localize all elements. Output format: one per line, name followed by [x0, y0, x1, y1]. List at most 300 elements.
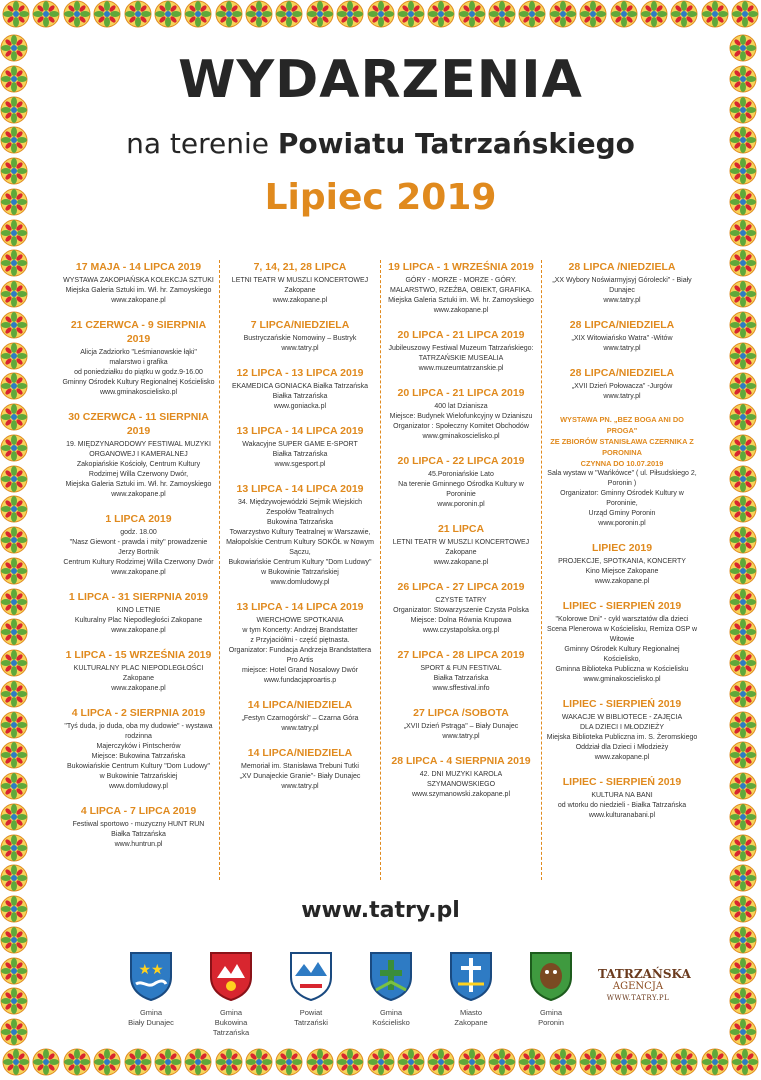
event-date: 28 LIPCA/NIEDZIELA [569, 367, 675, 379]
folk-rosette-icon [93, 1048, 121, 1080]
folk-rosette-icon [701, 0, 729, 32]
folk-rosette-icon [670, 1048, 698, 1080]
event-detail: Sala wystaw w "Wańkówce" ( ul. Piłsudskiego 2, Poronin ) [547, 470, 697, 487]
event-heading: ZE ZBIORÓW STANISŁAWA CZERNIKA Z PORONINA [550, 437, 694, 457]
folk-rosette-icon [729, 372, 761, 400]
event-link[interactable]: www.kulturanabani.pl [588, 812, 656, 819]
folk-rosette-icon [63, 1048, 91, 1080]
event-entry [385, 328, 537, 374]
event-detail: Miejska Galeria Sztuki im. Wł. hr. Zamoyskiego [388, 297, 534, 304]
folk-rosette-icon [729, 219, 761, 247]
events-column [541, 260, 702, 880]
folk-rosette-icon [670, 0, 698, 32]
folk-rosette-icon [610, 0, 638, 32]
folk-rosette-icon [729, 126, 761, 154]
event-detail: Białka Tatrzańska [111, 831, 166, 838]
logo-caption-line1: Gmina [139, 1008, 163, 1017]
folk-rosette-icon [0, 65, 32, 93]
event-detail: miejsce: Hotel Grand Nosalowy Dwór [242, 667, 358, 674]
decorative-border-left [0, 32, 32, 1048]
event-detail: Miejsce: Budynek Wielofunkcyjny w Dzianiszu [389, 413, 533, 420]
svg-text:★★: ★★ [138, 962, 164, 978]
logo-caption-line2: Bukowina Tatrzańska [212, 1018, 250, 1037]
event-date: 13 LIPCA - 14 LIPCA 2019 [236, 601, 364, 613]
folk-rosette-icon [518, 0, 546, 32]
logo-caption-line1: Miasto [459, 1008, 483, 1017]
folk-rosette-icon [731, 0, 759, 32]
event-entry [224, 698, 376, 734]
folk-rosette-icon [0, 126, 32, 154]
municipality-logo [278, 950, 344, 1040]
logo-caption-line1: Gmina [379, 1008, 403, 1017]
folk-rosette-icon [124, 1048, 152, 1080]
event-link[interactable]: www.sgesport.pl [274, 461, 326, 468]
folk-rosette-icon [397, 0, 425, 32]
event-entry [62, 410, 215, 500]
folk-rosette-icon [729, 680, 761, 708]
event-date: 7 LIPCA/NIEDZIELA [250, 319, 350, 331]
folk-rosette-icon [0, 649, 32, 677]
event-detail: CZYSTE TATRY [435, 597, 487, 604]
folk-rosette-icon [729, 741, 761, 769]
logo-caption [118, 1008, 184, 1028]
event-date: 1 LIPCA - 31 SIERPNIA 2019 [68, 591, 209, 603]
folk-rosette-icon [731, 1048, 759, 1080]
folk-rosette-icon [458, 1048, 486, 1080]
event-date: LIPIEC - SIERPIEŃ 2019 [562, 776, 682, 788]
event-detail: od poniedziałku do piątku w godz.9-16.00 [74, 369, 203, 376]
event-date: 17 MAJA - 14 LIPCA 2019 [75, 261, 202, 273]
event-detail: Organizator: Fundacja Andrzeja Brandstattera Pro Artis [228, 647, 372, 664]
event-detail: Towarzystwo Kultury Teatralnej w Warszawie, [229, 529, 371, 536]
logo-caption-line2: Zakopane [454, 1018, 488, 1027]
event-detail: Bustryczańskie Nomowiny – Bustryk [243, 335, 357, 342]
event-date: 14 LIPCA/NIEDZIELA [247, 747, 353, 759]
folk-rosette-icon [729, 465, 761, 493]
event-entry [546, 366, 698, 402]
event-detail: SPORT & FUN FESTIVAL [420, 665, 502, 672]
folk-rosette-icon [729, 1018, 761, 1046]
events-column [219, 260, 380, 880]
event-detail: WIERCHOWE SPOTKANIA [256, 617, 344, 624]
municipality-logo [518, 950, 584, 1040]
logo-caption-line2: Kościelisko [372, 1018, 410, 1027]
event-detail: TATRZAŃSKIE MUSEALIA [418, 355, 504, 362]
agency-title: TATRZAŃSKA [598, 967, 691, 981]
event-entry [62, 318, 215, 398]
folk-rosette-icon [0, 772, 32, 800]
event-link[interactable]: www.czystapolska.org.pl [422, 627, 500, 634]
poster-title: WYDARZENIA [178, 50, 583, 110]
event-detail: godz. 18.00 [120, 529, 157, 536]
event-detail: 19. MIĘDZYNARODOWY FESTIWAL MUZYKI [66, 441, 211, 448]
event-detail: Centrum Kultury Rodzimej Willa Czerwony Dwór [63, 559, 214, 566]
event-link[interactable]: www.tatry.pl [603, 297, 641, 304]
folk-rosette-icon [729, 434, 761, 462]
event-date: 20 LIPCA - 22 LIPCA 2019 [397, 455, 525, 467]
event-link[interactable]: www.fundacjaproartis.p [263, 677, 337, 684]
event-heading: CZYNNA DO 10.07.2019 [580, 459, 664, 468]
biały-dunajec-crest-icon [118, 950, 184, 1002]
folk-rosette-icon [729, 618, 761, 646]
folk-rosette-icon [729, 711, 761, 739]
event-date: 27 LIPCA - 28 LIPCA 2019 [397, 649, 525, 661]
event-entry [546, 775, 698, 821]
event-detail: Miejska Galeria Sztuki im. Wł. hr. Zamoyskiego [65, 481, 212, 488]
event-date: 12 LIPCA - 13 LIPCA 2019 [236, 367, 364, 379]
folk-rosette-icon [0, 557, 32, 585]
event-link[interactable]: www.zakopane.pl [433, 559, 489, 566]
event-detail: od wtorku do niedzieli - Białka Tatrzańska [557, 802, 687, 809]
event-entry [224, 424, 376, 470]
decorative-border-bottom [0, 1048, 761, 1080]
folk-rosette-icon [0, 465, 32, 493]
event-date: 20 LIPCA - 21 LIPCA 2019 [397, 329, 525, 341]
event-detail: MALARSTWO, RZEŹBA, OBIEKT, GRAFIKA. [390, 287, 532, 294]
event-detail: Wakacyjne SUPER GAME E-SPORT [242, 441, 358, 448]
event-detail: 400 lat Dzianisza [434, 403, 488, 410]
folk-rosette-icon [0, 588, 32, 616]
event-detail: Scena Plenerowa w Kościelisku, Remiza OSP w Witowie [546, 626, 698, 643]
folk-rosette-icon [275, 1048, 303, 1080]
events-column [58, 260, 219, 880]
event-entry [62, 648, 215, 694]
event-detail: Jubileuszowy Festiwal Muzeum Tatrzańskiego: [388, 345, 534, 352]
event-link[interactable]: www.zakopane.pl [433, 307, 489, 314]
event-detail: GÓRY - MORZE - MORZE - GÓRY. [405, 277, 517, 284]
folk-rosette-icon [63, 0, 91, 32]
event-link[interactable]: www.poronin.pl [437, 501, 485, 508]
event-detail: Na terenie Gminnego Ośrodka Kultury w Poroninie [398, 481, 524, 498]
event-entry [224, 746, 376, 792]
koscielisko-crest-icon [358, 950, 424, 1002]
event-link[interactable]: www.poronin.pl [598, 520, 646, 527]
event-entry [546, 541, 698, 587]
folk-rosette-icon [0, 987, 32, 1015]
agency-url: WWW.TATRY.PL [606, 994, 670, 1002]
folk-rosette-icon [2, 1048, 30, 1080]
event-date: 28 LIPCA /NIEDZIELA [568, 261, 676, 273]
event-link[interactable]: www.zakopane.pl [111, 491, 166, 498]
event-detail: „XV Dunajeckie Granie"- Biały Dunajec [239, 773, 361, 780]
event-detail: LETNI TEATR W MUSZLI KONCERTOWEJ Zakopane [231, 277, 369, 294]
folk-rosette-icon [729, 834, 761, 862]
event-date: LIPIEC - SIERPIEŃ 2019 [562, 600, 682, 612]
folk-rosette-icon [729, 557, 761, 585]
event-entry [62, 590, 215, 636]
partner-logos [118, 950, 691, 1040]
folk-rosette-icon [729, 188, 761, 216]
event-link[interactable]: www.zakopane.pl [111, 297, 166, 304]
folk-rosette-icon [610, 1048, 638, 1080]
event-detail: KINO LETNIE [116, 607, 161, 614]
event-detail: Organizator: Gminny Ośrodek Kultury w Poroninie, [560, 490, 684, 507]
event-detail: Urząd Gminy Poronin [588, 510, 656, 517]
event-link[interactable]: www.sffestival.info [432, 685, 490, 692]
event-link[interactable]: www.zakopane.pl [111, 627, 166, 634]
folk-rosette-icon [729, 403, 761, 431]
event-detail: Białka Tatrzańska [272, 393, 328, 400]
folk-rosette-icon [729, 864, 761, 892]
folk-rosette-icon [729, 342, 761, 370]
event-date: 30 CZERWCA - 11 SIERPNIA 2019 [68, 411, 209, 437]
event-heading: WYSTAWA PN. „BEZ BOGA ANI DO PROGA" [560, 415, 684, 435]
event-link[interactable]: www.gminakoscielisko.pl [422, 433, 500, 440]
poster-month: Lipiec 2019 [264, 177, 497, 218]
agency-subtitle: AGENCJA [612, 981, 664, 992]
event-date: 1 LIPCA - 15 WRZEŚNIA 2019 [65, 649, 212, 661]
folk-rosette-icon [0, 34, 32, 62]
event-link[interactable]: www.tatry.pl [281, 725, 319, 732]
folk-rosette-icon [729, 280, 761, 308]
event-link[interactable]: www.muzeumtatrzanskie.pl [418, 365, 504, 372]
folk-rosette-icon [640, 0, 668, 32]
event-link[interactable]: www.huntrun.pl [114, 841, 163, 848]
event-detail: w tym Koncerty: Andrzej Brandstatter [242, 627, 358, 634]
event-detail: Festiwal sportowo - muzyczny HUNT RUN [72, 821, 205, 828]
events-column [380, 260, 541, 880]
folk-rosette-icon [0, 280, 32, 308]
event-detail: Alicja Zadziorko "Leśmianowskie łąki" [80, 349, 197, 356]
folk-rosette-icon [729, 926, 761, 954]
event-detail: Małopolskie Centrum Kultury SOKÓŁ w Nowym Sączu, [226, 539, 374, 556]
logo-caption-line2: Tatrzański [294, 1018, 328, 1027]
event-link[interactable]: www.tatry.pl [603, 345, 641, 352]
event-entry [385, 754, 537, 800]
folk-rosette-icon [367, 0, 395, 32]
event-link[interactable]: www.zakopane.pl [594, 754, 650, 761]
event-detail: KULTURALNY PLAC NIEPODLEGŁOŚCI Zakopane [73, 665, 204, 682]
poronin-crest-icon [518, 950, 584, 1002]
folk-rosette-icon [458, 0, 486, 32]
folk-rosette-icon [0, 311, 32, 339]
folk-rosette-icon [729, 526, 761, 554]
folk-rosette-icon [0, 403, 32, 431]
event-detail: Bukowiańskie Centrum Kultury "Dom Ludowy" [228, 559, 372, 566]
folk-rosette-icon [32, 1048, 60, 1080]
event-detail: Kulturalny Plac Niepodległości Zakopane [74, 617, 203, 624]
decorative-border-right [729, 32, 761, 1048]
event-link[interactable]: www.gminakoscielisko.pl [583, 676, 661, 683]
event-detail: Miejska Galeria Sztuki im. Wł. hr. Zamoyskiego [65, 287, 212, 294]
folk-rosette-icon [0, 864, 32, 892]
tatrzanska-agencja-logo [598, 950, 691, 1040]
event-detail: WAKACJE W BIBLIOTECE - ZAJĘCIA [561, 714, 683, 721]
event-detail: Majerczyków i Pintscherów [96, 743, 181, 750]
folk-rosette-icon [729, 96, 761, 124]
folk-rosette-icon [729, 588, 761, 616]
logo-caption [198, 1008, 264, 1038]
event-date: 7, 14, 21, 28 LIPCA [253, 261, 347, 273]
bukowina-tatrzanska-crest-icon [198, 950, 264, 1002]
folk-rosette-icon [488, 1048, 516, 1080]
event-detail: Gminna Biblioteka Publiczna w Kościelisku [555, 666, 689, 673]
event-date: 27 LIPCA /SOBOTA [413, 707, 509, 719]
subtitle-region: Powiatu Tatrzańskiego [277, 127, 635, 160]
folk-rosette-icon [0, 680, 32, 708]
folk-rosette-icon [427, 0, 455, 32]
folk-rosette-icon [427, 1048, 455, 1080]
event-entry [546, 260, 698, 306]
folk-rosette-icon [729, 772, 761, 800]
logo-caption-line2: Poronin [538, 1018, 564, 1027]
event-detail: Miejsce: Dolna Równia Krupowa [410, 617, 512, 624]
event-detail: EKAMEDICA GONIACKA Białka Tatrzańska [231, 383, 369, 390]
event-detail: Zakopiańskie Kościoły, Centrum Kultury [76, 461, 201, 468]
event-entry [224, 600, 376, 686]
folk-rosette-icon [0, 618, 32, 646]
event-detail: Białka Tatrzańska [433, 675, 489, 682]
folk-rosette-icon [579, 0, 607, 32]
poster-subtitle [40, 126, 721, 162]
event-link[interactable]: www.goniacka.pl [273, 403, 327, 410]
event-detail: „Festyn Czarnogórski" – Czarna Góra [241, 715, 359, 722]
event-link[interactable]: www.gminakoscielisko.pl [99, 389, 178, 396]
event-detail: „XVII Dzień Połowacza" -Jurgów [571, 383, 673, 390]
folk-rosette-icon [518, 1048, 546, 1080]
event-detail: "Tyś duda, jo duda, oba my dudowie" - wystawa rodzinna [64, 723, 213, 740]
event-detail: PROJEKCJE, SPOTKANIA, KONCERTY [558, 558, 686, 565]
folk-rosette-icon [0, 834, 32, 862]
logo-caption [518, 1008, 584, 1028]
event-detail: WYSTAWA ZAKOPIAŃSKA KOLEKCJA SZTUKI [63, 277, 214, 284]
event-detail: Oddział dla Dzieci i Młodzieży [575, 744, 669, 751]
folk-rosette-icon [0, 342, 32, 370]
folk-rosette-icon [729, 649, 761, 677]
folk-rosette-icon [275, 0, 303, 32]
folk-rosette-icon [184, 1048, 212, 1080]
event-link[interactable]: www.szymanowski.zakopane.pl [411, 791, 511, 798]
logo-caption-line2: Biały Dunajec [128, 1018, 174, 1027]
subtitle-prefix: na terenie [126, 127, 278, 160]
folk-rosette-icon [0, 157, 32, 185]
event-detail: Białka Tatrzańska [272, 451, 328, 458]
municipality-logo [118, 950, 184, 1040]
event-detail: Miejska Biblioteka Publiczna im. S. Żeromskiego [546, 734, 698, 741]
folk-rosette-icon [0, 249, 32, 277]
event-detail: KULTURA NA BANI [591, 792, 653, 799]
event-detail: Bukowina Tatrzańska [266, 519, 334, 526]
folk-rosette-icon [0, 957, 32, 985]
event-link[interactable]: www.tatry.pl [442, 733, 480, 740]
event-detail: Gminny Ośrodek Kultury Regionalnej Kościelisko, [564, 646, 680, 663]
folk-rosette-icon [729, 803, 761, 831]
event-detail: LETNI TEATR W MUSZLI KONCERTOWEJ Zakopane [392, 539, 530, 556]
event-link[interactable]: www.zakopane.pl [111, 569, 166, 576]
event-link[interactable]: www.zakopane.pl [111, 685, 166, 692]
folk-rosette-icon [729, 249, 761, 277]
folk-rosette-icon [0, 495, 32, 523]
event-entry [62, 804, 215, 850]
folk-rosette-icon [0, 219, 32, 247]
folk-rosette-icon [729, 495, 761, 523]
logo-caption [358, 1008, 424, 1028]
folk-rosette-icon [0, 895, 32, 923]
logo-caption-line1: Gmina [539, 1008, 563, 1017]
folk-rosette-icon [488, 0, 516, 32]
folk-rosette-icon [32, 0, 60, 32]
event-date: 1 LIPCA 2019 [105, 513, 172, 525]
folk-rosette-icon [549, 0, 577, 32]
folk-rosette-icon [336, 0, 364, 32]
event-date: 21 CZERWCA - 9 SIERPNIA 2019 [70, 319, 207, 345]
folk-rosette-icon [0, 1018, 32, 1046]
event-entry [385, 648, 537, 694]
event-date: 4 LIPCA - 7 LIPCA 2019 [80, 805, 197, 817]
event-entry [62, 706, 215, 792]
event-detail: "Kolorowe Dni" - cykl warsztatów dla dzieci [555, 616, 689, 623]
event-date: 13 LIPCA - 14 LIPCA 2019 [236, 425, 364, 437]
municipality-logo [438, 950, 504, 1040]
event-date: LIPIEC 2019 [591, 542, 653, 554]
folk-rosette-icon [367, 1048, 395, 1080]
event-link[interactable]: www.zakopane.pl [272, 297, 328, 304]
event-link[interactable]: www.tatry.pl [281, 783, 319, 790]
event-link[interactable]: www.domludowy.pl [108, 783, 168, 790]
folk-rosette-icon [2, 0, 30, 32]
folk-rosette-icon [729, 895, 761, 923]
folk-rosette-icon [184, 0, 212, 32]
event-detail: w Bukowinie Tatrzańskiej [99, 773, 178, 780]
folk-rosette-icon [0, 96, 32, 124]
event-detail: „XVII Dzień Pstrąga" – Biały Dunajec [403, 723, 519, 730]
powiat-tatrzanski-crest-icon [278, 950, 344, 1002]
logo-caption-line1: Powiat [299, 1008, 323, 1017]
event-detail: malarstwo i grafika [109, 359, 168, 366]
folk-rosette-icon [549, 1048, 577, 1080]
folk-rosette-icon [397, 1048, 425, 1080]
folk-rosette-icon [0, 372, 32, 400]
event-detail: Organizator: Stowarzyszenie Czysta Polska [393, 607, 529, 614]
event-date: 14 LIPCA/NIEDZIELA [247, 699, 353, 711]
folk-rosette-icon [0, 741, 32, 769]
folk-rosette-icon [245, 0, 273, 32]
folk-rosette-icon [0, 926, 32, 954]
folk-rosette-icon [0, 803, 32, 831]
event-entry [385, 454, 537, 510]
event-entry [546, 697, 698, 763]
folk-rosette-icon [579, 1048, 607, 1080]
folk-rosette-icon [0, 526, 32, 554]
event-date: LIPIEC - SIERPIEŃ 2019 [562, 698, 682, 710]
event-date: 21 LIPCA [437, 523, 485, 535]
municipality-logo [198, 950, 264, 1040]
folk-rosette-icon [306, 1048, 334, 1080]
folk-rosette-icon [729, 311, 761, 339]
event-entry [62, 512, 215, 578]
folk-rosette-icon [124, 0, 152, 32]
event-detail: Memoriał im. Stanisława Trebuni Tutki [241, 763, 359, 770]
event-entry [385, 706, 537, 742]
event-date: 4 LIPCA - 2 SIERPNIA 2019 [71, 707, 206, 719]
event-detail: 34. Międzywojewódzki Sejmik Wiejskich Zespołów Teatralnych [237, 499, 363, 516]
event-link[interactable]: www.zakopane.pl [594, 578, 650, 585]
folk-rosette-icon [154, 1048, 182, 1080]
event-detail: "Nasz Giewont - prawda i mity" prowadzenie Jerzy Bortnik [69, 539, 208, 556]
folk-rosette-icon [0, 188, 32, 216]
event-link[interactable]: www.domludowy.pl [270, 579, 330, 586]
website-url[interactable]: www.tatry.pl [301, 898, 460, 923]
event-detail: „XX Wybory Noświarmyjsyj Górolecki" - Biały Dunajec [552, 277, 692, 294]
event-link[interactable]: www.tatry.pl [281, 345, 319, 352]
event-date: 28 LIPCA - 4 SIERPNIA 2019 [391, 755, 531, 767]
events-columns [58, 260, 703, 880]
zakopane-crest-icon [438, 950, 504, 1002]
event-detail: Bukowiańskie Centrum Kultury "Dom Ludowy" [66, 763, 211, 770]
event-date: 19 LIPCA - 1 WRZEŚNIA 2019 [388, 261, 534, 273]
event-entry [546, 318, 698, 354]
event-link[interactable]: www.tatry.pl [603, 393, 641, 400]
